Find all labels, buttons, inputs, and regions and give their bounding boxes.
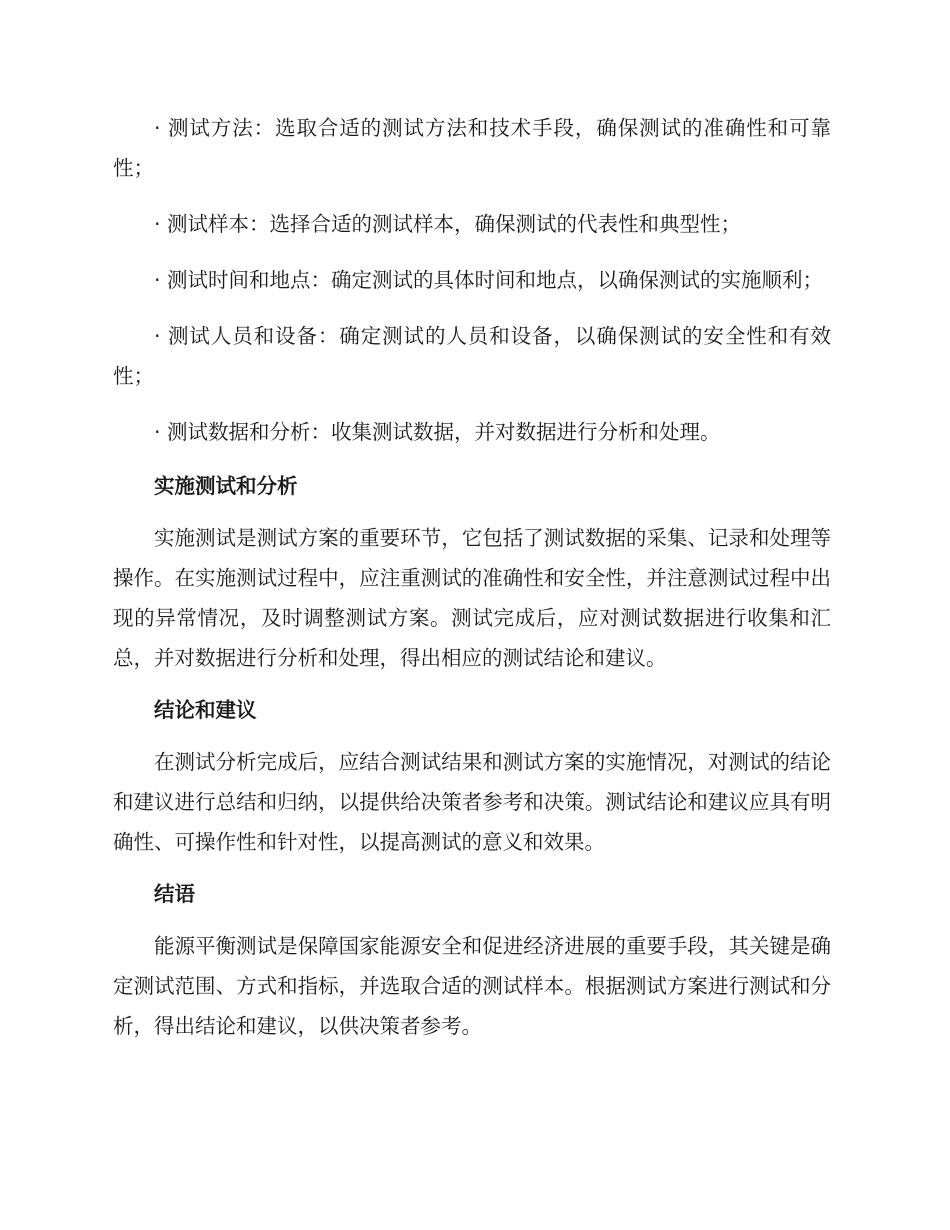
bullet-test-time-location: · 测试时间和地点：确定测试的具体时间和地点，以确保测试的实施顺利； [154,268,824,292]
bullet-test-data-analysis: · 测试数据和分析：收集测试数据，并对数据进行分析和处理。 [154,420,721,444]
document-page [113,108,831,1060]
bullet-test-method: · 测试方法：选取合适的测试方法和技术手段，确保测试的准确性和可靠性； [113,116,831,180]
section-heading-implementation: 实施测试和分析 [154,474,298,498]
section-heading-conclusions: 结论和建议 [154,698,257,722]
bullet-test-sample: · 测试样本：选择合适的测试样本，确保测试的代表性和典型性； [154,212,742,236]
bullet-test-personnel-equipment: · 测试人员和设备：确定测试的人员和设备，以确保测试的安全性和有效性； [113,324,831,388]
section-heading-closing: 结语 [154,882,195,906]
section-body-conclusions: 在测试分析完成后，应结合测试结果和测试方案的实施情况，对测试的结论和建议进行总结和归纳，以提供给决策者参考和决策。测试结论和建议应具有明确性、可操作性和针对性，以提高测试的意义和效果。 [113,750,831,854]
section-body-closing: 能源平衡测试是保障国家能源安全和促进经济进展的重要手段，其关键是确定测试范围、方式和指标，并选取合适的测试样本。根据测试方案进行测试和分析，得出结论和建议，以供决策者参考。 [113,934,831,1038]
section-body-implementation: 实施测试是测试方案的重要环节，它包括了测试数据的采集、记录和处理等操作。在实施测试过程中，应注重测试的准确性和安全性，并注意测试过程中出现的异常情况，及时调整测试方案。测试完成后，应对测试数据进行收集和汇总，并对数据进行分析和处理，得出相应的测试结论和建议。 [113,526,831,670]
